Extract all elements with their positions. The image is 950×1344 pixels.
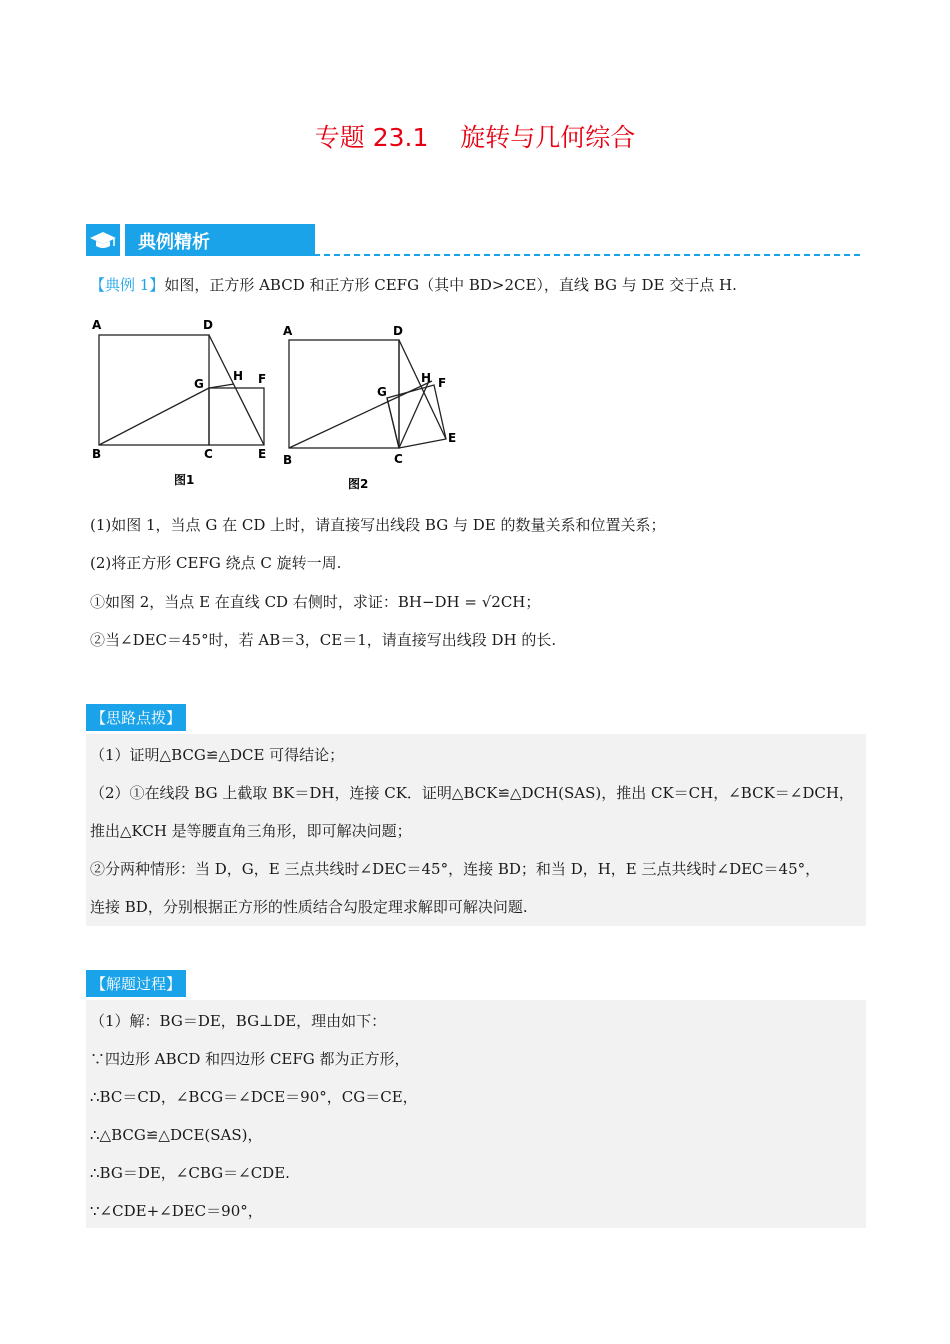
question-1: (1)如图 1，当点 G 在 CD 上时，请直接写出线段 BG 与 DE 的数量关系和位置关系； <box>90 516 666 534</box>
page-title: 专题 23.1 旋转与几何综合 <box>314 123 636 152</box>
hint-line-4: ②分两种情形：当 D，G，E 三点共线时∠DEC＝45°，连接 BD；和当 D，H，E 三点共线时∠DEC＝45°， <box>90 860 821 878</box>
solution-line-5: ∴BG＝DE，∠CBG＝∠CDE. <box>90 1164 290 1182</box>
figure-1-label-d: D <box>203 318 213 332</box>
section-banner-title: 典例精析 <box>138 232 210 253</box>
figure-1-caption: 图1 <box>174 473 195 487</box>
question-2-part-2: ②当∠DEC＝45°时，若 AB＝3，CE＝1，请直接写出线段 DH 的长. <box>90 631 557 649</box>
example-statement <box>90 274 737 296</box>
figure-2-label-c: C <box>394 452 403 466</box>
figure-2-label-b: B <box>283 453 293 467</box>
figure-1-label-f: F <box>258 372 267 386</box>
figure-2-label-g: G <box>377 385 387 399</box>
solution-line-3: ∴BC＝CD，∠BCG＝∠DCE＝90°，CG＝CE， <box>90 1088 418 1106</box>
example-tag: 【典例 1】 <box>90 276 165 294</box>
figure-1-label-g: G <box>194 377 204 391</box>
hint-line-5: 连接 BD，分别根据正方形的性质结合勾股定理求解即可解决问题. <box>90 898 528 916</box>
figure-2-caption: 图2 <box>348 477 369 491</box>
figure-1-label-e: E <box>258 447 267 461</box>
hint-line-2: （2）①在线段 BG 上截取 BK＝DH，连接 CK．证明△BCK≌△DCH(SAS)，推出 CK＝CH，∠BCK＝∠DCH， <box>90 784 854 802</box>
figure-2-label-a: A <box>283 324 293 338</box>
chevron-right-icon <box>231 222 291 258</box>
hint-line-1: （1）证明△BCG≌△DCE 可得结论； <box>90 746 345 764</box>
solution-line-2: ∵四边形 ABCD 和四边形 CEFG 都为正方形， <box>90 1050 410 1068</box>
solution-line-6: ∵∠CDE+∠DEC＝90°， <box>90 1202 263 1220</box>
figure-1 <box>86 312 286 492</box>
question-2-part-1: ①如图 2，当点 E 在直线 CD 右侧时，求证：BH−DH = √2CH； <box>90 593 541 611</box>
hint-tag: 【思路点拨】 <box>86 704 186 731</box>
question-2: (2)将正方形 CEFG 绕点 C 旋转一周. <box>90 554 342 572</box>
solution-line-4: ∴△BCG≌△DCE(SAS)， <box>90 1126 263 1144</box>
figure-1-label-h: H <box>233 369 244 383</box>
figure-2-label-h: H <box>421 371 432 385</box>
graduation-cap-icon <box>86 224 120 256</box>
figure-2 <box>276 318 476 498</box>
solution-line-1: （1）解：BG＝DE，BG⊥DE，理由如下： <box>90 1012 387 1030</box>
figure-1-label-c: C <box>204 447 213 461</box>
solution-box <box>86 1000 866 1228</box>
solution-tag: 【解题过程】 <box>86 970 186 997</box>
figure-2-label-e: E <box>448 431 457 445</box>
figure-2-label-f: F <box>438 376 447 390</box>
hint-line-3: 推出△KCH 是等腰直角三角形，即可解决问题； <box>90 822 412 840</box>
figure-1-label-a: A <box>92 318 102 332</box>
example-text: 如图，正方形 ABCD 和正方形 CEFG（其中 BD>2CE），直线 BG 与 DE 交于点 H. <box>164 276 737 294</box>
section-divider <box>264 254 860 256</box>
figure-2-label-d: D <box>393 324 403 338</box>
section-banner <box>86 222 866 258</box>
figure-1-label-b: B <box>92 447 102 461</box>
